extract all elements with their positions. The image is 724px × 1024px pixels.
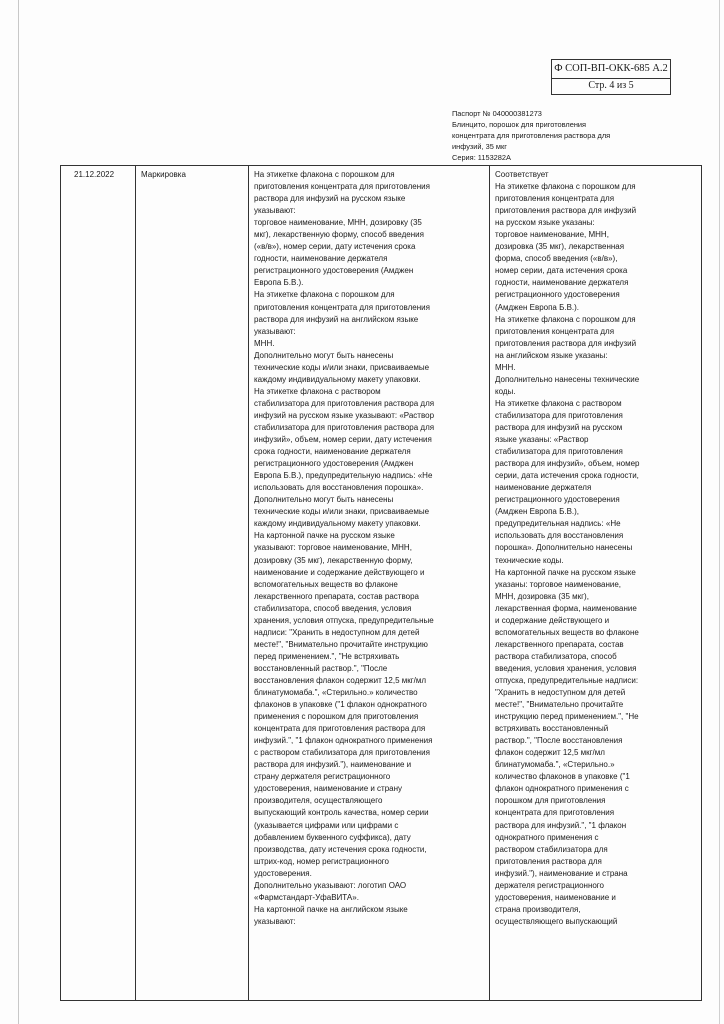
requirement-line: На картонной пачке на русском языке bbox=[254, 531, 395, 541]
result-line: раствором стабилизатора для bbox=[495, 844, 608, 854]
requirement-line: Дополнительно могут быть нанесены bbox=[254, 495, 394, 505]
result-line: приготовления раствора для bbox=[495, 856, 602, 866]
requirement-line: перед применением.", "Не встряхивать bbox=[254, 651, 400, 661]
result-line: регистрационного удостоверения bbox=[495, 495, 620, 505]
requirement-line: каждому индивидуальному макету упаковки. bbox=[254, 519, 421, 529]
requirement-line: годности, наименование держателя bbox=[254, 254, 388, 264]
result-line: держателя регистрационного bbox=[495, 880, 604, 890]
result-line: раствор.", "После восстановления bbox=[495, 736, 623, 746]
requirement-line: вспомогательных веществ во флаконе bbox=[254, 579, 398, 589]
page-right-edge bbox=[719, 0, 720, 1024]
requirement-line: приготовления концентрата для приготовления bbox=[254, 182, 430, 192]
product-name-line-2: концентрата для приготовления раствора для bbox=[452, 131, 611, 141]
result-line: порошка». Дополнительно нанесены bbox=[495, 543, 633, 553]
requirement-line: восстановления флакон содержит 12,5 мкг/мл bbox=[254, 675, 427, 685]
requirement-line: технические коды и/или знаки, присваиваемые bbox=[254, 362, 430, 372]
requirement-line: указывают: торговое наименование, МНН, bbox=[254, 543, 412, 553]
result-line: встряхивать восстановленный bbox=[495, 724, 609, 734]
result-line: флакон однократного применения с bbox=[495, 784, 629, 794]
requirement-line: указывают: bbox=[254, 916, 296, 926]
parameter-cell bbox=[141, 169, 186, 181]
result-line: осуществляющего выпускающий bbox=[495, 916, 618, 926]
requirement-line: инфузий.", "1 флакон однократного применения bbox=[254, 736, 433, 746]
result-line: коды. bbox=[495, 386, 516, 396]
requirement-line: производителя, осуществляющего bbox=[254, 796, 383, 806]
requirement-line: МНН. bbox=[254, 338, 275, 348]
result-line: технические коды. bbox=[495, 555, 564, 565]
requirement-line: с раствором стабилизатора для приготовления bbox=[254, 748, 430, 758]
result-line: предупредительная надпись: «Не bbox=[495, 519, 621, 529]
requirement-line: восстановленный раствор.", "После bbox=[254, 663, 388, 673]
result-line: вспомогательных веществ во флаконе bbox=[495, 627, 639, 637]
result-line: торговое наименование, МНН, bbox=[495, 230, 609, 240]
result-line: на английском языке указаны: bbox=[495, 350, 608, 360]
result-line: на русском языке указаны: bbox=[495, 218, 595, 228]
requirement-line: указывают: bbox=[254, 326, 296, 336]
requirement-line: инфузий», объем, номер серии, дату истечения bbox=[254, 435, 432, 445]
result-line: дозировка (35 мкг), лекарственная bbox=[495, 242, 625, 252]
requirement-line: инфузий на русском языке указывают: «Раствор bbox=[254, 410, 435, 420]
result-line: порошком для приготовления bbox=[495, 796, 606, 806]
result-line: номер серии, дата истечения срока bbox=[495, 266, 628, 276]
result-line: блинатумомаба.", «Стерильно.» bbox=[495, 760, 615, 770]
result-line: количество флаконов в упаковке ("1 bbox=[495, 772, 630, 782]
result-line: лекарственная форма, наименование bbox=[495, 603, 637, 613]
result-line: форма, способ введения («в/в»), bbox=[495, 254, 618, 264]
requirement-line: Дополнительно могут быть нанесены bbox=[254, 350, 394, 360]
requirement-line: наименование и содержание действующего и bbox=[254, 567, 425, 577]
requirement-line: («в/в»), номер серии, дату истечения срока bbox=[254, 242, 416, 252]
requirement-line: добавлением буквенного суффикса), дату bbox=[254, 832, 411, 842]
requirement-line: мкг), лекарственную форму, способ введения bbox=[254, 230, 424, 240]
requirement-line: Дополнительно указывают: логотип ОАО bbox=[254, 880, 407, 890]
result-line: использовать для восстановления bbox=[495, 531, 624, 541]
requirement-line: удостоверения. bbox=[254, 868, 312, 878]
requirement-line: концентрата для приготовления раствора для bbox=[254, 724, 426, 734]
result-line: На этикетке флакона с порошком для bbox=[495, 182, 636, 192]
result-line: МНН. bbox=[495, 362, 516, 372]
requirement-line: блинатумомаба.", «Стерильно.» количество bbox=[254, 688, 418, 698]
requirement-line: указывают: bbox=[254, 206, 296, 216]
result-line: удостоверения, наименование и bbox=[495, 892, 616, 902]
result-line: однократного применения с bbox=[495, 832, 599, 842]
series-number: Серия: 1153282А bbox=[452, 153, 511, 163]
result-line: раствора для инфузий на русском bbox=[495, 422, 623, 432]
requirement-line: удостоверения, наименование и страну bbox=[254, 784, 403, 794]
result-line: "Хранить в недоступном для детей bbox=[495, 688, 626, 698]
requirement-line: выпускающий контроль качества, номер серии bbox=[254, 808, 429, 818]
result-line: концентрата для приготовления bbox=[495, 808, 615, 818]
requirement-line: (указывается цифрами или цифрами с bbox=[254, 820, 399, 830]
result-line: наименование держателя bbox=[495, 483, 592, 493]
result-line: страна производителя, bbox=[495, 904, 581, 914]
requirement-line: каждому индивидуальному макету упаковки. bbox=[254, 374, 421, 384]
result-line: инфузий."), наименование и страна bbox=[495, 868, 628, 878]
requirement-line: использовать для восстановления порошка». bbox=[254, 483, 424, 493]
requirement-line: применения с порошком для приготовления bbox=[254, 712, 419, 722]
column-divider bbox=[135, 166, 136, 1000]
result-line: На этикетке флакона с порошком для bbox=[495, 314, 636, 324]
requirement-line: На этикетке флакона с порошком для bbox=[254, 290, 395, 300]
requirement-line: хранения, условия отпуска, предупредительные bbox=[254, 615, 434, 625]
passport-number: Паспорт № 040000381273 bbox=[452, 109, 542, 118]
result-line: указаны: торговое наименование, bbox=[495, 579, 622, 589]
product-name-line-1: Блинцито, порошок для приготовления bbox=[452, 120, 587, 130]
parameter-text: Маркировка bbox=[141, 170, 186, 179]
requirement-line: производства, дату истечения срока годности, bbox=[254, 844, 427, 854]
result-line: (Амджен Европа Б.В.), bbox=[495, 507, 580, 517]
result-line: раствора для инфузий», объем, номер bbox=[495, 459, 640, 469]
requirement-line: Европа Б.В.). bbox=[254, 278, 304, 288]
page-number-box: Стр. 4 из 5 bbox=[551, 78, 671, 95]
requirement-line: штрих-код, номер регистрационного bbox=[254, 856, 389, 866]
requirement-line: лекарственного препарата, состав раствора bbox=[254, 591, 419, 601]
product-name-line-3: инфузий, 35 мкг bbox=[452, 142, 507, 152]
result-line: языке указаны: «Раствор bbox=[495, 435, 589, 445]
result-line: и содержание действующего и bbox=[495, 615, 610, 625]
column-divider bbox=[489, 166, 490, 1000]
result-line: МНН, дозировка (35 мкг), bbox=[495, 591, 589, 601]
requirement-line: стабилизатора для приготовления раствора для bbox=[254, 398, 435, 408]
result-line: отпуска, предупредительные надписи: bbox=[495, 675, 639, 685]
passport-info bbox=[452, 108, 672, 163]
result-line: флакон содержит 12,5 мкг/мл bbox=[495, 748, 605, 758]
column-divider bbox=[248, 166, 249, 1000]
result-line: приготовления раствора для инфузий bbox=[495, 206, 637, 216]
result-line: На картонной пачке на русском языке bbox=[495, 567, 636, 577]
result-line: регистрационного удостоверения bbox=[495, 290, 620, 300]
requirement-line: раствора для инфузий на английском языке bbox=[254, 314, 419, 324]
result-line: Соответствует bbox=[495, 170, 549, 179]
inspection-table bbox=[60, 165, 702, 1001]
requirement-line: На картонной пачке на английском языке bbox=[254, 904, 408, 914]
requirement-line: флаконов в упаковке ("1 флакон однократного bbox=[254, 700, 427, 710]
result-line: лекарственного препарата, состав bbox=[495, 639, 624, 649]
result-cell bbox=[495, 169, 640, 928]
form-code-box: Ф СОП-ВП-ОКК-685 А.2 bbox=[551, 59, 671, 79]
result-line: На этикетке флакона с раствором bbox=[495, 398, 622, 408]
requirement-line: стабилизатора для приготовления раствора для bbox=[254, 422, 435, 432]
requirement-line: раствора для инфузий."), наименование и bbox=[254, 760, 412, 770]
date-text: 21.12.2022 bbox=[74, 170, 115, 179]
requirement-line: дозировку (35 мкг), лекарственную форму, bbox=[254, 555, 413, 565]
result-line: приготовления концентрата для bbox=[495, 194, 615, 204]
result-line: раствора для инфузий.", "1 флакон bbox=[495, 820, 627, 830]
result-line: приготовления раствора для инфузий bbox=[495, 338, 637, 348]
requirement-line: стабилизатора, способ введения, условия bbox=[254, 603, 412, 613]
result-line: стабилизатора для приготовления bbox=[495, 410, 623, 420]
requirement-line: приготовления концентрата для приготовления bbox=[254, 302, 430, 312]
result-line: введения, условия хранения, условия bbox=[495, 663, 637, 673]
requirement-line: надписи: "Хранить в недоступном для детей bbox=[254, 627, 420, 637]
page-edge-shadow bbox=[18, 0, 19, 1024]
result-line: инструкцию перед применением.", "Не bbox=[495, 712, 639, 722]
result-line: раствора стабилизатора, способ bbox=[495, 651, 617, 661]
requirement-line: торговое наименование, МНН, дозировку (35 bbox=[254, 218, 422, 228]
requirement-line: «Фармстандарт-УфаВИТА». bbox=[254, 892, 359, 902]
requirement-line: срока годности, наименование держателя bbox=[254, 447, 411, 457]
requirement-line: регистрационного удостоверения (Амджен bbox=[254, 266, 414, 276]
result-line: серии, дата истечения срока годности, bbox=[495, 471, 639, 481]
requirement-line: страну держателя регистрационного bbox=[254, 772, 391, 782]
result-line: Дополнительно нанесены технические bbox=[495, 374, 640, 384]
requirement-line: На этикетке флакона с порошком для bbox=[254, 170, 395, 179]
result-line: стабилизатора для приготовления bbox=[495, 447, 623, 457]
requirement-line: месте!", "Внимательно прочитайте инструкцию bbox=[254, 639, 428, 649]
requirement-line: Европа Б.В.), предупредительную надпись: «Не bbox=[254, 471, 433, 481]
requirement-line: технические коды и/или знаки, присваиваемые bbox=[254, 507, 430, 517]
requirement-line: На этикетке флакона с раствором bbox=[254, 386, 381, 396]
result-line: приготовления концентрата для bbox=[495, 326, 615, 336]
requirement-line: раствора для инфузий на русском языке bbox=[254, 194, 406, 204]
result-line: месте!", "Внимательно прочитайте bbox=[495, 700, 624, 710]
requirement-cell bbox=[254, 169, 434, 928]
result-line: годности, наименование держателя bbox=[495, 278, 629, 288]
result-line: (Амджен Европа Б.В.). bbox=[495, 302, 580, 312]
date-cell bbox=[74, 169, 114, 181]
requirement-line: регистрационного удостоверения (Амджен bbox=[254, 459, 414, 469]
